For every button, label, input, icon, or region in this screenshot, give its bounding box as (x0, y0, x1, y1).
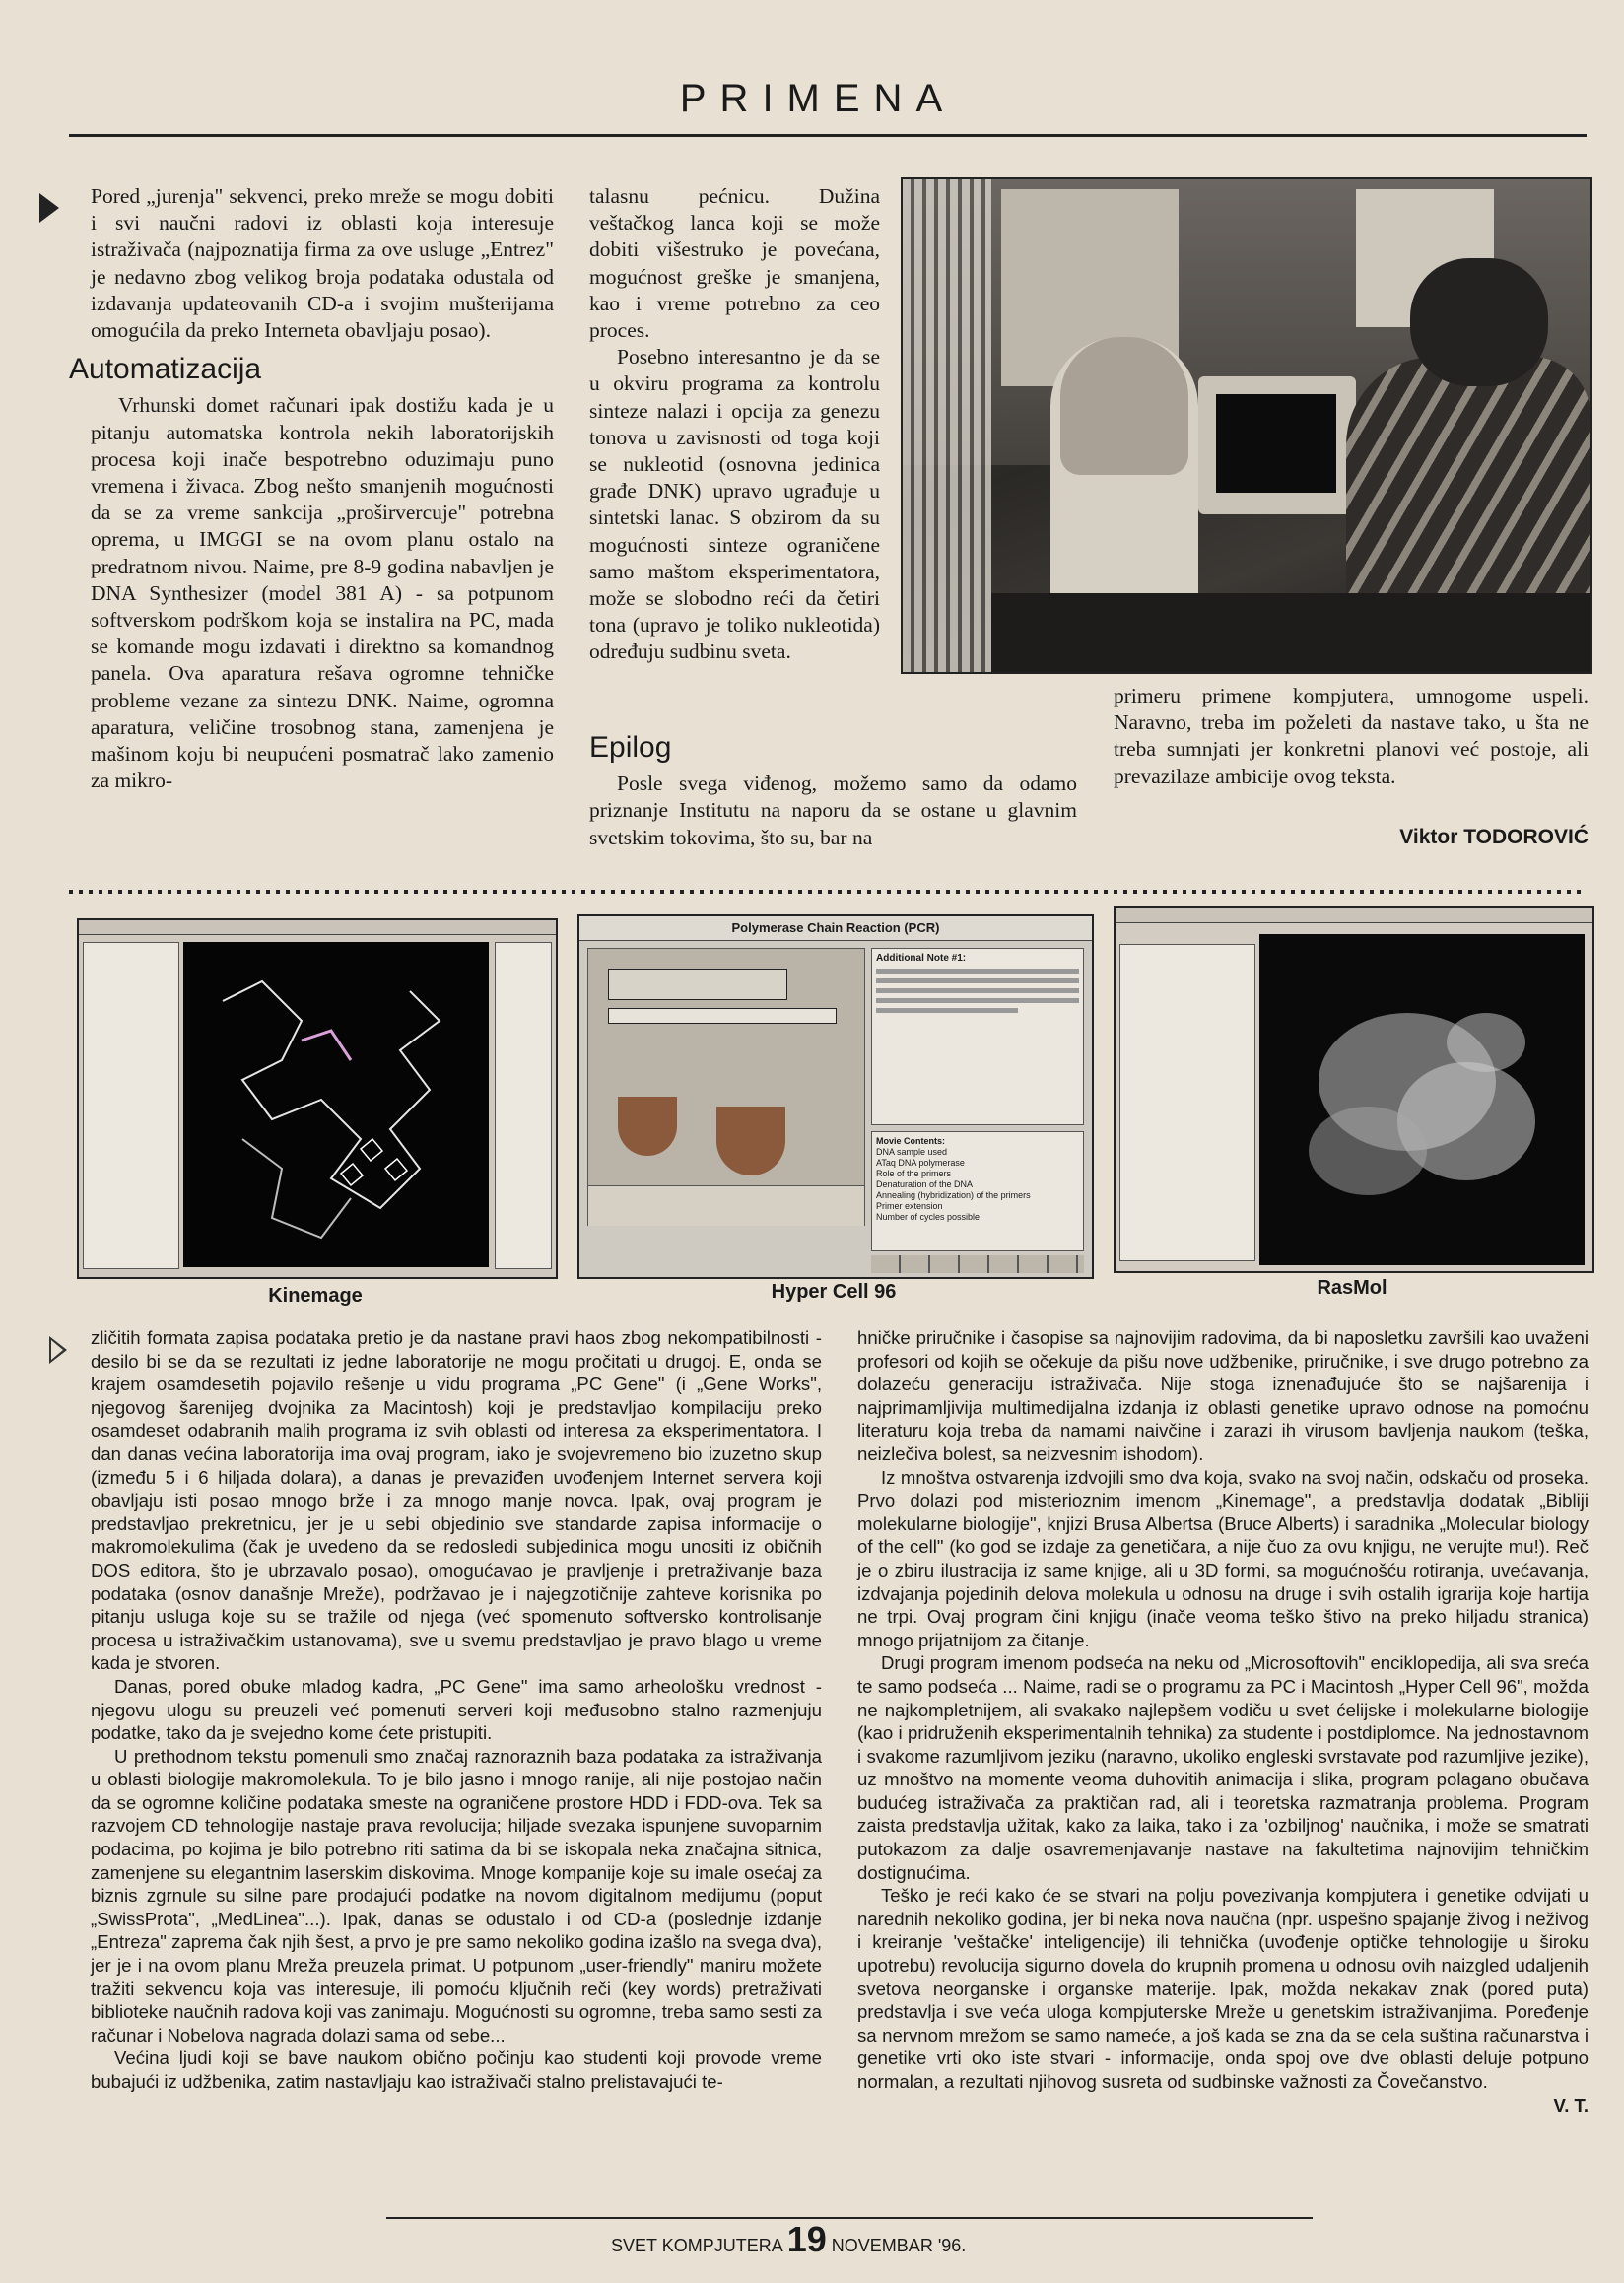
box-paragraph: Iz mnoštva ostvarenja izdvojili smo dva koja, svako na svoj način, odskaču od proseka. Prvo dolazi pod misterioznim imenom „Kinemage", a predstavlja dodatak „Bibliji molekularne biologije", knjizi Brusa Albertsa (Bruce Alberts) i saradnika „Molecular biology of the cell" (ko god se izdaje za genetičara, a nije čuo za ovu knjigu, ne verujte mu!). Reč je o zbiru ilustracija iz same knjige, ali u 3D formi, sa mogućnošću rotiranja, uvećavanja, izdvajanja pojedinih delova molekula u odnosu na druge i svih ostalih igrarija koje hartija ne trpi. Ovaj program čini knjigu (inače veoma teško štivo na preko hiljadu stranica) mnogo prijatnijom za čitanje. (857, 1466, 1589, 1650)
arrow-outline-icon (49, 1336, 67, 1364)
kinemage-caption: Kinemage (268, 1285, 363, 1307)
hypercell-screenshot (577, 914, 1094, 1279)
rasmol-screenshot (1114, 906, 1594, 1273)
movie-item[interactable]: Primer extension (876, 1201, 943, 1211)
arrow-icon (39, 193, 59, 223)
column-left (69, 183, 554, 794)
box-paragraph: Teško je reći kako će se stvari na polju povezivanja kompjutera i genetike odvijati u narednih nekoliko godina, jer bi neka nova naučna (npr. uspešno spajanje živog i neživog i kreiranje 'veštačke' inteligencije) ili tehnička (uvođenje optičke tehnologije u široku upotrebu) revolucija sigurno dovela do krupnih promena u odnosu ovih naizgled udaljenih svetova neorganske i organske materije. Ipak, možda nekakav znak (pored puta) predstavlja i sve veća uloga kompjuterske Mreže u genetskim istraživanjima. Poređenje sa nervnom mrežom se samo nameće, a još kada se zna da se cela suština računarstva i genetike vrti oko iste stvari - informacije, onda spoj ove dve oblasti deluje potpuno normalan, a rezultati njihovog susreta od sudbinske važnosti za Čovečanstvo. (857, 1885, 1589, 2092)
box-paragraph: hničke priručnike i časopise sa najnovijim radovima, da bi naposletku završili kao uvaženi profesori od kojih se očekuje da pišu nove udžbenike, priručnike, i sve drugo potrebno za dolazeću generaciju istraživača. Nije stoga iznenađujuće što se najšarenija i najprimamljivija multimedijalna izdanja iz oblasti genetike upravo odnose na pomoćnu literaturu koja treba da namami naivčine i zarazi ih virusom bavljenja naukom (teška, neizlečiva bolest, sa neizvesnim ishodom). (857, 1327, 1589, 1464)
movie-item[interactable]: ATaq DNA polymerase (876, 1158, 965, 1168)
kinemage-screenshot (77, 918, 558, 1279)
hypercell-caption: Hyper Cell 96 (771, 1281, 897, 1303)
pcr-toolbar[interactable] (871, 1255, 1084, 1273)
movie-item[interactable]: Annealing (hybridization) of the primers (876, 1190, 1031, 1200)
heading-automatizacija: Automatizacija (69, 353, 262, 386)
movie-item[interactable]: Role of the primers (876, 1169, 952, 1178)
magazine-name: SVET KOMPJUTERA (611, 2236, 782, 2255)
box-column-left (91, 1326, 822, 2094)
page-number: 19 (786, 2219, 827, 2259)
header-rule (69, 134, 1587, 137)
column-middle (589, 183, 880, 666)
dotted-divider (69, 890, 1587, 894)
epilog-paragraph: Posle svega viđenog, možemo samo da odamo priznanje Institutu na naporu da se ostane u glavnim svetskim tokovima, što su, bar na (589, 772, 1077, 849)
signature: V. T. (1553, 2094, 1589, 2115)
movie-item[interactable]: Number of cycles possible (876, 1212, 981, 1222)
automatizacija-paragraph: Vrhunski domet računari ipak dostižu kada je u pitanju automatska kontrola nekih laboratorijskih procesa koji inače bespotrebno oduzimaju puno vremena i živaca. Zbog nešto smanjenih mogućnosti da se za vreme sankcija „proširvercuje" potrebna oprema, u IMGGI se na ovom planu ostalo na predratnom nivou. Naime, pre 8-9 godina nabavljen je DNA Synthesizer (model 381 A) - sa potpunom softverskom podrškom koja se instalira na PC, mada se komande mogu izdavati i direktno sa komandnog panela. Ova aparatura rešava ogromne tehničke probleme vezane za sintezu DNK. Naime, ogromna aparatura, veličine trosobnog stana, zamenjena je mašinom koju bi neupućeni posmatrač lako zamenio za mikro- (91, 393, 554, 793)
pcr-notes-panel (871, 948, 1084, 1125)
notes-title: Additional Note #1: (876, 953, 967, 964)
box-paragraph: Drugi program imenom podseća na neku od „Microsoftovih" enciklopedija, ali sva sreća te samo podseća ... Naime, radi se o programu za PC i Macintosh „Hyper Cell 96", možda ne najkompletnijem, ali svakako najlepšem vodiču u svet ćelijske i molekularne biologije (kao i pridruženih eksperimentalnih tehnika) za studente i postdiplomce. Na jednostavnom i svakome razumljivom jeziku (naravno, ukoliko engleski svrstavate pod razumljive jezike), uz mnoštvo na momente veoma duhovitih animacija i slika, program polagano obučava budućeg istraživača za praktičan rad, ali i teoretska razmatranja problema. Program zaista predstavlja užitak, kako za laika, tako i za 'ozbiljnog' naučnika, i može se smatrati putokazom za dalje osavremenjavanje nastave na fakultetima najnovijim tehničkim dostignućima. (857, 1652, 1589, 1883)
box-paragraph: Danas, pored obuke mladog kadra, „PC Gene" ima samo arheološku vrednost - njegovu ulogu su preuzeli već pomenuti serveri koji međusobno stalno razmenjuju podatke, tako da je svejedno kome ćete pristupiti. (91, 1675, 822, 1744)
heading-epilog: Epilog (589, 731, 672, 764)
box-paragraph: zličitih formata zapisa podataka pretio je da nastane pravi haos zbog nekompatibilnosti - desilo bi se da se rezultati iz jedne laboratorije ne mogu pročitati u drugoj. E, onda se krajem osamdesetih pojavilo rešenje u vidu programa „PC Gene" (i „Gene Works", njegovog šarenijeg dvojnika za Macintosh) koji je predstavljao kompilaciju preko osamdeset odabranih malih programa iz svih oblasti od interesa za eksperimentatora. I dan danas većina laboratorija ima ovaj program, iako je svojevremeno bio izuzetno skup (između 5 i 6 hiljada dolara), a danas je prevaziđen uvođenjem Internet servera koji obavljaju isti posao mnogo brže i za mnogo manje novca. Ipak, ovaj program je predstavljao prekretnicu, jer je u sebi objedinio sve standarde zapisa informacije o makromolekulima (čak je uvedeno da se redosledi subjedinica mogu unositi iz običnih DOS editora, što je ubrzavalo posao), omogućavao je pravljenje i pretraživanje baza podataka (osnov današnje Mreže), podržavao je i najegzotičnije zahteve korisnika po pitanju usluga koje su se tražile od njega (već spomenuto softversko kontrolisanje procesa u istraživačkim ustanovama), sve u svemu predstavljao je pravo blago u vreme kada je stvoren. (91, 1327, 822, 1674)
intro-paragraph: Pored „jurenja" sekvenci, preko mreže se mogu dobiti i svi naučni radovi iz oblasti koja interesuje istraživača (najpoznatija firma za ove usluge „Entrez" je nedavno zbog velikog broja podataka odustala od izdavanja updateovanih CD-a i svojim mušterijama omogućila da preko Interneta obavljaju posao). (91, 184, 554, 343)
pcr-window-title: Polymerase Chain Reaction (PCR) (579, 916, 1092, 941)
box-paragraph: U prethodnom tekstu pomenuli smo značaj raznoraznih baza podataka za istraživanja u oblasti biologije makromolekula. To je bilo jasno i mnogo ranije, ali nije postojao način da se ogromne količine podataka smeste na ograničene prostore HDD i FDD-ova. Tek sa razvojem CD tehnologije nastaje prava revolucija; hiljade svezaka ispunjene suvoparnim podacima, po kojima je bilo potrebno riti satima da bi se iskopala neka značajna sitnica, zamenjene su elegantnim laserskim diskovima. Mnoge kompanije koje su imale osećaj za biznis zgrnule su silne pare prodajući podatke na novom digitalnom medijumu (poput „SwissProta", „MedLinea"...). Ipak, danas se odustalo i od CD-a (poslednje izdanje „Entreza" zaprema čak njih šest, a prvo je pre samo nekoliko godina izašlo na svega dva), jer je i na ovom planu Mreža preuzela primat. U potpunom „user-friendly" maniru možete tražiti sekvencu koja vas interesuje, ili pomoću ključnih reči (key words) pretraživati biblioteke naučnih radova koji vas zanimaju. Mogućnosti su ogromne, treba samo sesti za računar i Nobelova nagrada dolazi sama od sebe... (91, 1745, 822, 2046)
pcr-diagram (587, 948, 865, 1226)
epilog-block (589, 731, 1077, 851)
box-paragraph: Većina ljudi koji se bave naukom obično počinju kao studenti koji provode vreme bubajući iz udžbenika, zatim nastavljaju kao istraživači stalno prelistavajući te- (91, 2048, 822, 2092)
movie-title: Movie Contents: (876, 1136, 946, 1146)
movie-item[interactable]: Denaturation of the DNA (876, 1179, 974, 1189)
lab-photo (901, 177, 1592, 674)
footer (611, 2219, 1202, 2260)
pcr-movie-panel (871, 1131, 1084, 1251)
section-title: PRIMENA (679, 77, 957, 120)
middle-paragraph-2: Posebno interesantno je da se u okviru programa za kontrolu sinteze nalazi i opcija za genezu tonova u zavisnosti od toga koji se nukleotid (osnovna jedinica građe DNK) upravo ugrađuje u sintetski lanac. S obzirom da su mogućnosti sinteze ograničene samo maštom eksperimentatora, može se slobodno reći da četiri tona (upravo je toliko nukleotida) određuju sudbinu sveta. (589, 345, 880, 664)
right-paragraph: primeru primene kompjutera, umnogome uspeli. Naravno, treba im poželeti da nastave tako, u šta ne treba sumnjati jer konkretni planovi već postoje, ali prevazilaze ambicije ovog teksta. (1114, 684, 1589, 788)
issue-date: NOVEMBAR '96. (831, 2236, 967, 2255)
protein-model (1259, 934, 1585, 1265)
author: Viktor TODOROVIĆ (1399, 826, 1589, 848)
molecule-wireframe (183, 942, 489, 1267)
rasmol-caption: RasMol (1317, 1277, 1387, 1299)
box-column-right (857, 1326, 1589, 2116)
middle-paragraph-1: talasnu pećnicu. Dužina veštačkog lanca koji se može dobiti višestruko je povećana, mogućnost greške je smanjena, kao i vreme potrebno za ceo proces. (589, 184, 880, 343)
movie-item[interactable]: DNA sample used (876, 1147, 948, 1157)
column-right (1114, 683, 1589, 790)
